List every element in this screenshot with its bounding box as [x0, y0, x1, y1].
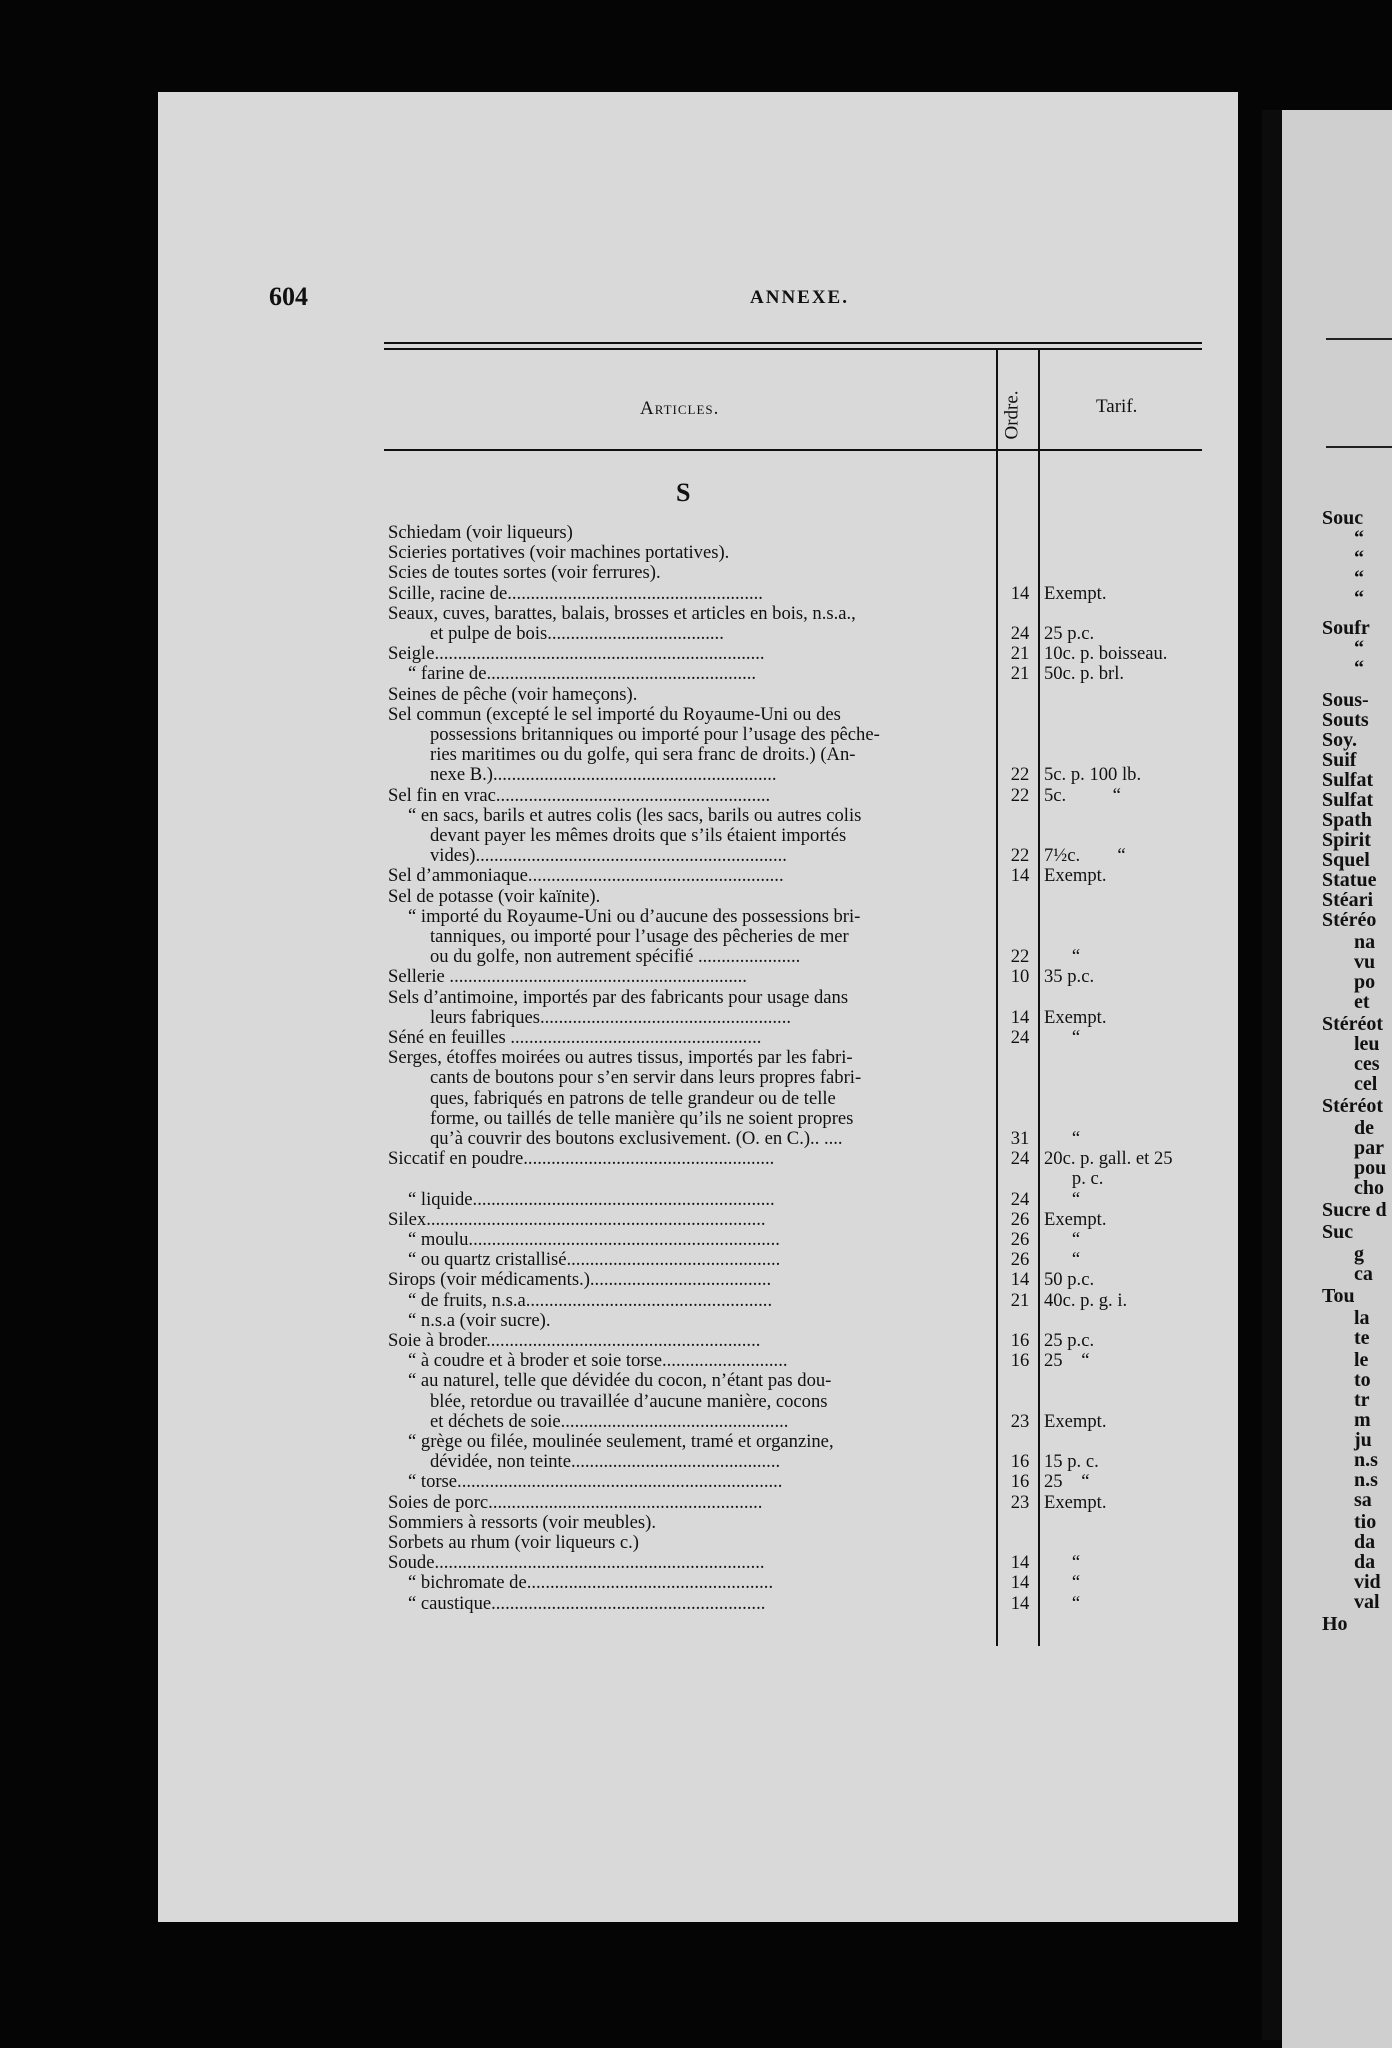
table-row: [0, 1493, 1392, 1513]
facing-page-fragment: Souc: [1322, 507, 1364, 529]
tarif-cell: “: [1044, 1572, 1081, 1593]
article-cell: Sels d’antimoine, importés par des fabricants pour usage dans: [388, 988, 849, 1008]
facing-page-rule: [1326, 446, 1392, 448]
table-row: [0, 725, 1392, 745]
article-cell: qu’à couvrir des boutons exclusivement. (O. en C.).. ....: [430, 1129, 843, 1149]
table-row: [0, 1513, 1392, 1533]
table-row: [0, 664, 1392, 684]
facing-page-fragment: Sulfat: [1322, 789, 1374, 811]
ordre-cell: 14: [1010, 1552, 1030, 1573]
ordre-cell: 23: [1010, 1411, 1030, 1432]
table-row: [0, 947, 1392, 967]
facing-page-fragment: cel: [1354, 1073, 1378, 1095]
facing-page-fragment: Squel: [1322, 849, 1370, 871]
ordre-cell: 31: [1010, 1128, 1030, 1149]
ordre-cell: 14: [1010, 1269, 1030, 1290]
ordre-cell: 14: [1010, 1007, 1030, 1028]
facing-page-fragment: vid: [1354, 1571, 1381, 1593]
article-cell: “ n.s.a (voir sucre).: [408, 1311, 551, 1331]
article-cell: Seigle.......................................................................: [388, 644, 765, 664]
ordre-cell: 21: [1010, 643, 1030, 664]
table-row: [0, 765, 1392, 785]
facing-page-fragment: ces: [1354, 1053, 1380, 1075]
table-row: [0, 563, 1392, 583]
table-row: [0, 543, 1392, 563]
table-row: [0, 1169, 1392, 1189]
tarif-cell: 15 p. c.: [1044, 1451, 1099, 1472]
facing-page-fragment: Stéari: [1322, 889, 1374, 911]
table-row: [0, 1533, 1392, 1553]
tarif-cell: 25 p.c.: [1044, 1330, 1095, 1351]
facing-page-fragment: “: [1354, 527, 1364, 549]
facing-page-fragment: Stéréo: [1322, 909, 1377, 931]
tarif-cell: “: [1044, 1593, 1081, 1614]
table-row: [0, 644, 1392, 664]
facing-page-fragment: Soy.: [1322, 729, 1358, 751]
table-row: [0, 1591, 1392, 1614]
table-row: [0, 523, 1392, 543]
tarif-cell: 50 p.c.: [1044, 1269, 1095, 1290]
column-header-ordre-label: Ordre.: [1001, 390, 1023, 440]
tarif-cell: 35 p.c.: [1044, 966, 1095, 987]
table-row: [0, 1028, 1392, 1048]
facing-page-fragment: “: [1354, 657, 1364, 679]
table-row: [0, 988, 1392, 1008]
tarif-cell: 5c. p. 100 lb.: [1044, 764, 1142, 785]
facing-page-fragment: Sucre d: [1322, 1199, 1387, 1221]
article-cell: Sellerie ................................................................: [388, 967, 747, 987]
article-cell: “ caustique...........................................................: [408, 1594, 766, 1614]
facing-page-fragment: n.s: [1354, 1449, 1378, 1471]
table-row: [0, 685, 1392, 705]
running-head: ANNEXE.: [750, 287, 849, 308]
article-cell: cants de boutons pour s’en servir dans leurs propres fabri-: [430, 1068, 862, 1088]
top-rule-double: [384, 348, 1202, 350]
facing-page-fragment: Souts: [1322, 709, 1369, 731]
article-cell: et déchets de soie.................................................: [430, 1412, 789, 1432]
facing-page-fragment: “: [1354, 587, 1364, 609]
table-row: [0, 1553, 1392, 1573]
ordre-cell: 14: [1010, 1572, 1030, 1593]
article-cell: “ en sacs, barils et autres colis (les sacs, barils ou autres colis: [408, 806, 862, 826]
ordre-cell: 14: [1010, 865, 1030, 886]
article-cell: forme, ou taillés de telle manière qu’ils ne soient propres: [430, 1109, 854, 1129]
tarif-cell: “: [1044, 946, 1081, 967]
facing-page-fragment: da: [1354, 1551, 1376, 1573]
article-cell: “ liquide.................................................................: [408, 1190, 775, 1210]
article-cell: Siccatif en poudre......................................................: [388, 1149, 775, 1169]
tarif-cell: 5c. “: [1044, 785, 1121, 806]
ordre-cell: 10: [1010, 966, 1030, 987]
article-cell: ques, fabriqués en patrons de telle grandeur ou de telle: [430, 1089, 836, 1109]
facing-page-fragment: to: [1354, 1369, 1371, 1391]
column-header-ordre: [1002, 382, 1032, 452]
article-cell: Scieries portatives (voir machines portatives).: [388, 543, 730, 563]
article-cell: et pulpe de bois......................................: [430, 624, 724, 644]
table-row: [0, 1331, 1392, 1351]
table-row: [0, 745, 1392, 765]
article-cell: Sirops (voir médicaments.).......................................: [388, 1270, 772, 1290]
facing-page-fragment: Sous-: [1322, 689, 1369, 711]
table-row: [0, 1048, 1392, 1068]
facing-page-fragment: “: [1354, 637, 1364, 659]
ordre-cell: 14: [1010, 1593, 1030, 1614]
tarif-cell: 7½c. “: [1044, 845, 1126, 866]
facing-page-fragment: g: [1354, 1243, 1364, 1265]
tarif-cell: “: [1044, 1189, 1081, 1210]
article-cell: leurs fabriques......................................................: [430, 1008, 791, 1028]
table-row: [0, 806, 1392, 826]
table-row: [0, 927, 1392, 947]
ordre-cell: 23: [1010, 1492, 1030, 1513]
tarif-cell: “: [1044, 1027, 1081, 1048]
ordre-cell: 22: [1010, 946, 1030, 967]
article-cell: Sel commun (excepté le sel importé du Royaume-Uni ou des: [388, 705, 841, 725]
facing-page-fragment: de: [1354, 1117, 1374, 1139]
facing-page-fragment: ju: [1354, 1429, 1372, 1451]
article-cell: Schiedam (voir liqueurs): [388, 523, 573, 543]
article-cell: possessions britanniques ou importé pour l’usage des pêche-: [430, 725, 880, 745]
article-cell: “ à coudre et à broder et soie torse...........................: [408, 1351, 788, 1371]
article-cell: tanniques, ou importé pour l’usage des pêcheries de mer: [430, 927, 849, 947]
table-row: [0, 1129, 1392, 1149]
article-cell: Seines de pêche (voir hameçons).: [388, 685, 638, 705]
table-row: [0, 1210, 1392, 1230]
ordre-cell: 21: [1010, 663, 1030, 684]
article-cell: Scille, racine de.......................................................: [388, 584, 763, 604]
ordre-cell: 24: [1010, 623, 1030, 644]
article-cell: “ de fruits, n.s.a.....................................................: [408, 1291, 773, 1311]
facing-page-fragment: Stéréot: [1322, 1013, 1384, 1035]
table-row: [0, 1351, 1392, 1371]
table-row: [0, 1250, 1392, 1270]
table-row: [0, 1190, 1392, 1210]
column-header-articles: Articles.: [640, 398, 720, 419]
article-cell: “ grège ou filée, moulinée seulement, tramé et organzine,: [408, 1432, 834, 1452]
tarif-cell: Exempt.: [1044, 1492, 1107, 1513]
ordre-cell: 24: [1010, 1027, 1030, 1048]
tarif-cell: Exempt.: [1044, 1007, 1107, 1028]
table-row: [0, 1409, 1392, 1432]
article-cell: “ importé du Royaume-Uni ou d’aucune des possessions bri-: [408, 907, 861, 927]
table-row: [0, 1089, 1392, 1109]
table-row: [0, 1291, 1392, 1311]
tarif-cell: Exempt.: [1044, 583, 1107, 604]
facing-page-fragment: ca: [1354, 1263, 1373, 1285]
table-row: [0, 604, 1392, 624]
article-cell: Scies de toutes sortes (voir ferrures).: [388, 563, 661, 583]
tarif-cell: “: [1044, 1229, 1081, 1250]
article-cell: nexe B.).............................................................: [430, 765, 777, 785]
ordre-cell: 22: [1010, 785, 1030, 806]
table-row: [0, 1230, 1392, 1250]
tarif-cell: Exempt.: [1044, 1411, 1107, 1432]
facing-page-fragment: m: [1354, 1409, 1371, 1431]
facing-page-fragment: tio: [1354, 1511, 1377, 1533]
table-row: [0, 1389, 1392, 1412]
article-cell: Sel de potasse (voir kaïnite).: [388, 887, 601, 907]
facing-page-fragment: val: [1354, 1591, 1380, 1613]
table-row: [0, 1469, 1392, 1492]
article-cell: devant payer les mêmes droits que s’ils étaient importés: [430, 826, 847, 846]
tarif-cell: 25 p.c.: [1044, 623, 1095, 644]
facing-page-fragment: la: [1354, 1307, 1370, 1329]
facing-page-rule: [1326, 338, 1392, 340]
tarif-cell: “: [1044, 1552, 1081, 1573]
facing-page-fragment: “: [1354, 567, 1364, 589]
page-number: 604: [269, 282, 308, 311]
article-cell: Séné en feuilles ......................................................: [388, 1028, 762, 1048]
facing-page-fragment: te: [1354, 1327, 1370, 1349]
table-row: [0, 1371, 1392, 1391]
tarif-cell: 40c. p. g. i.: [1044, 1290, 1128, 1311]
facing-page-fragment: Tou: [1322, 1285, 1355, 1307]
ordre-cell: 26: [1010, 1209, 1030, 1230]
ordre-cell: 16: [1010, 1330, 1030, 1351]
tarif-cell: 50c. p. brl.: [1044, 663, 1125, 684]
ordre-cell: 24: [1010, 1189, 1030, 1210]
facing-page-fragment: vu: [1354, 951, 1376, 973]
ordre-cell: 16: [1010, 1451, 1030, 1472]
article-cell: ou du golfe, non autrement spécifié ......................: [430, 947, 801, 967]
article-cell: vides)...................................................................: [430, 846, 787, 866]
section-letter: S: [676, 478, 691, 507]
column-header-tarif: Tarif.: [1096, 396, 1138, 417]
table-row: [0, 1429, 1392, 1452]
article-cell: Sommiers à ressorts (voir meubles).: [388, 1513, 657, 1533]
tarif-cell: Exempt.: [1044, 865, 1107, 886]
ordre-cell: 24: [1010, 1148, 1030, 1169]
article-cell: Soude.......................................................................: [388, 1553, 765, 1573]
facing-page-fragment: et: [1354, 991, 1370, 1013]
tarif-cell: 10c. p. boisseau.: [1044, 643, 1168, 664]
facing-page-fragment: Ho: [1322, 1613, 1348, 1635]
facing-page-fragment: Soufr: [1322, 617, 1370, 639]
table-row: [0, 1109, 1392, 1129]
article-cell: Serges, étoffes moirées ou autres tissus, importés par les fabri-: [388, 1048, 853, 1068]
facing-page-fragment: n.s: [1354, 1469, 1378, 1491]
facing-page-fragment: Suc: [1322, 1221, 1354, 1243]
article-cell: ries maritimes ou du golfe, qui sera franc de droits.) (An-: [430, 745, 856, 765]
table-row: [0, 705, 1392, 725]
tarif-cell: Exempt.: [1044, 1209, 1107, 1230]
ordre-cell: 22: [1010, 764, 1030, 785]
article-cell: Silex.........................................................................: [388, 1210, 766, 1230]
tarif-cell: “: [1044, 1249, 1081, 1270]
article-cell: “ torse......................................................................: [408, 1472, 783, 1492]
article-cell: Sorbets au rhum (voir liqueurs c.): [388, 1533, 639, 1553]
facing-page-fragment: Stéréot: [1322, 1095, 1384, 1117]
facing-page-fragment: pou: [1354, 1157, 1387, 1179]
article-cell: Soies de porc...........................................................: [388, 1493, 763, 1513]
facing-page-fragment: Statue: [1322, 869, 1377, 891]
facing-page-fragment: “: [1354, 547, 1364, 569]
table-row: [0, 1573, 1392, 1593]
ordre-cell: 14: [1010, 583, 1030, 604]
facing-page-fragment: Spath: [1322, 809, 1373, 831]
article-cell: Sel d’ammoniaque.......................................................: [388, 866, 784, 886]
facing-page-fragment: cho: [1354, 1177, 1384, 1199]
table-row: [0, 1311, 1392, 1331]
tarif-cell: p. c.: [1044, 1168, 1104, 1189]
table-row: [0, 1449, 1392, 1472]
table-row: [0, 1068, 1392, 1088]
facing-page-fragment: da: [1354, 1531, 1376, 1553]
table-row: [0, 887, 1392, 907]
article-cell: “ farine de..........................................................: [408, 664, 757, 684]
table-row: [0, 1149, 1392, 1169]
table-row: [0, 826, 1392, 846]
article-cell: “ bichromate de.....................................................: [408, 1573, 774, 1593]
table-row: [0, 846, 1392, 866]
article-cell: dévidée, non teinte.............................................: [430, 1452, 781, 1472]
tarif-cell: 20c. p. gall. et 25: [1044, 1148, 1173, 1169]
table-row: [0, 584, 1392, 604]
ordre-cell: 22: [1010, 845, 1030, 866]
facing-page-fragment: po: [1354, 971, 1376, 993]
tarif-cell: 25 “: [1044, 1471, 1090, 1492]
tarif-cell: 25 “: [1044, 1350, 1090, 1371]
facing-page-fragment: le: [1354, 1349, 1369, 1371]
header-rule: [384, 449, 1202, 451]
table-row: [0, 866, 1392, 886]
article-cell: Soie à broder...........................................................: [388, 1331, 761, 1351]
ordre-cell: 16: [1010, 1471, 1030, 1492]
facing-page-fragment: Spirit: [1322, 829, 1371, 851]
facing-page-fragment: Suif: [1322, 749, 1357, 771]
facing-page-fragment: sa: [1354, 1489, 1372, 1511]
article-cell: blée, retordue ou travaillée d’aucune manière, cocons: [430, 1392, 828, 1412]
article-cell: “ au naturel, telle que dévidée du cocon, n’étant pas dou-: [408, 1371, 832, 1391]
table-row: [0, 624, 1392, 644]
facing-page-fragment: Sulfat: [1322, 769, 1374, 791]
facing-page-fragment: tr: [1354, 1389, 1370, 1411]
table-row: [0, 967, 1392, 987]
article-cell: Sel fin en vrac...........................................................: [388, 786, 771, 806]
ordre-cell: 16: [1010, 1350, 1030, 1371]
facing-page-fragment: leu: [1354, 1033, 1380, 1055]
article-cell: Seaux, cuves, barattes, balais, brosses et articles en bois, n.s.a.,: [388, 604, 856, 624]
table-row: [0, 1270, 1392, 1290]
ordre-cell: 21: [1010, 1290, 1030, 1311]
tarif-cell: “: [1044, 1128, 1081, 1149]
facing-page-fragment: na: [1354, 931, 1376, 953]
table-row: [0, 907, 1392, 927]
facing-page-fragment: par: [1354, 1137, 1384, 1159]
article-cell: “ ou quartz cristallisé..............................................: [408, 1250, 781, 1270]
ordre-cell: 26: [1010, 1229, 1030, 1250]
top-rule: [384, 342, 1202, 344]
table-row: [0, 786, 1392, 806]
ordre-cell: 26: [1010, 1249, 1030, 1270]
article-cell: “ moulu...................................................................: [408, 1230, 780, 1250]
table-row: [0, 1008, 1392, 1028]
